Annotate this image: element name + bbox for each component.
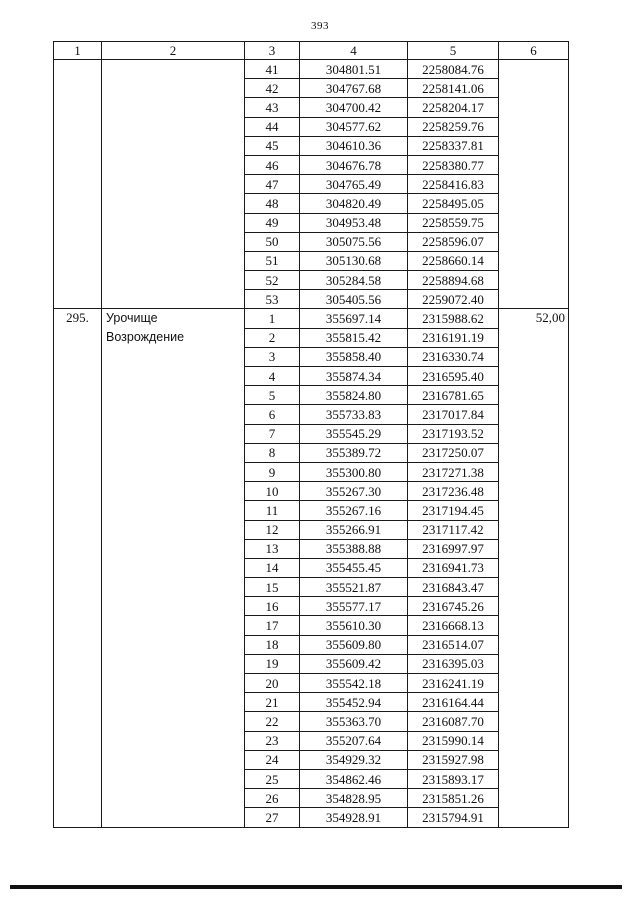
coord-y: 2315794.91 (408, 808, 499, 827)
coord-y: 2317271.38 (408, 462, 499, 481)
coord-y: 2317117.42 (408, 520, 499, 539)
coord-x: 305075.56 (300, 232, 408, 251)
coord-x: 355300.80 (300, 462, 408, 481)
point-number: 4 (245, 367, 300, 386)
coord-x: 355455.45 (300, 558, 408, 577)
coord-x: 304765.49 (300, 175, 408, 194)
coord-y: 2316781.65 (408, 386, 499, 405)
coord-x: 354928.91 (300, 808, 408, 827)
coord-x: 355610.30 (300, 616, 408, 635)
coord-y: 2258204.17 (408, 98, 499, 117)
coord-y: 2258894.68 (408, 271, 499, 290)
coord-x: 304767.68 (300, 79, 408, 98)
coord-x: 304610.36 (300, 136, 408, 155)
point-number: 47 (245, 175, 300, 194)
coord-x: 355545.29 (300, 424, 408, 443)
header-row (54, 42, 569, 60)
coord-x: 355577.17 (300, 597, 408, 616)
coord-y: 2258495.05 (408, 194, 499, 213)
coord-x: 304953.48 (300, 213, 408, 232)
point-number: 43 (245, 98, 300, 117)
coord-x: 355609.42 (300, 654, 408, 673)
point-number: 17 (245, 616, 300, 635)
coord-y: 2258380.77 (408, 155, 499, 174)
point-number: 41 (245, 60, 300, 79)
coord-x: 304676.78 (300, 155, 408, 174)
point-number: 22 (245, 712, 300, 731)
coord-y: 2317236.48 (408, 482, 499, 501)
coord-y: 2316941.73 (408, 558, 499, 577)
coord-y: 2316843.47 (408, 578, 499, 597)
coord-y: 2317194.45 (408, 501, 499, 520)
coord-x: 304820.49 (300, 194, 408, 213)
point-number: 48 (245, 194, 300, 213)
coord-y: 2258141.06 (408, 79, 499, 98)
point-number: 11 (245, 501, 300, 520)
coord-x: 355874.34 (300, 367, 408, 386)
point-number: 16 (245, 597, 300, 616)
point-number: 10 (245, 482, 300, 501)
point-number: 27 (245, 808, 300, 827)
coord-x: 355733.83 (300, 405, 408, 424)
coord-y: 2316395.03 (408, 654, 499, 673)
column-header-1: 1 (54, 42, 102, 60)
coord-x: 355363.70 (300, 712, 408, 731)
coord-x: 355609.80 (300, 635, 408, 654)
point-number: 49 (245, 213, 300, 232)
coord-y: 2316514.07 (408, 635, 499, 654)
coord-y: 2258596.07 (408, 232, 499, 251)
point-number: 23 (245, 731, 300, 750)
point-number: 53 (245, 290, 300, 309)
point-number: 24 (245, 750, 300, 769)
coord-y: 2316745.26 (408, 597, 499, 616)
point-number: 19 (245, 654, 300, 673)
coord-x: 355452.94 (300, 693, 408, 712)
column-header-4: 4 (300, 42, 408, 60)
coord-y: 2315927.98 (408, 750, 499, 769)
point-number: 15 (245, 578, 300, 597)
prev-group-name-cell (102, 60, 245, 309)
coord-x: 354862.46 (300, 769, 408, 788)
coord-y: 2259072.40 (408, 290, 499, 309)
group-name-line1: Урочище (106, 311, 158, 326)
point-number: 18 (245, 635, 300, 654)
point-number: 13 (245, 539, 300, 558)
coord-y: 2316330.74 (408, 347, 499, 366)
point-number: 2 (245, 328, 300, 347)
point-number: 8 (245, 443, 300, 462)
coord-x: 355542.18 (300, 674, 408, 693)
coord-y: 2258259.76 (408, 117, 499, 136)
point-number: 14 (245, 558, 300, 577)
point-number: 44 (245, 117, 300, 136)
group-area: 52,00 (499, 309, 569, 827)
bottom-rule (10, 885, 622, 889)
point-number: 20 (245, 674, 300, 693)
coord-y: 2315893.17 (408, 769, 499, 788)
coord-y: 2316164.44 (408, 693, 499, 712)
prev-group-number-cell (54, 60, 102, 309)
coord-y: 2258559.75 (408, 213, 499, 232)
coord-x: 304801.51 (300, 60, 408, 79)
point-number: 26 (245, 789, 300, 808)
coord-x: 354929.32 (300, 750, 408, 769)
coord-y: 2315990.14 (408, 731, 499, 750)
coord-x: 355267.16 (300, 501, 408, 520)
table-row (54, 309, 569, 328)
coord-y: 2258337.81 (408, 136, 499, 155)
table-row (54, 60, 569, 79)
point-number: 42 (245, 79, 300, 98)
coord-x: 354828.95 (300, 789, 408, 808)
coord-y: 2258416.83 (408, 175, 499, 194)
coord-y: 2316997.97 (408, 539, 499, 558)
coord-y: 2258084.76 (408, 60, 499, 79)
coord-x: 355824.80 (300, 386, 408, 405)
point-number: 6 (245, 405, 300, 424)
table-body (54, 42, 569, 828)
point-number: 7 (245, 424, 300, 443)
point-number: 25 (245, 769, 300, 788)
point-number: 9 (245, 462, 300, 481)
coord-x: 304577.62 (300, 117, 408, 136)
coord-x: 304700.42 (300, 98, 408, 117)
coord-y: 2316241.19 (408, 674, 499, 693)
coord-x: 355266.91 (300, 520, 408, 539)
point-number: 46 (245, 155, 300, 174)
point-number: 5 (245, 386, 300, 405)
point-number: 52 (245, 271, 300, 290)
coord-y: 2258660.14 (408, 251, 499, 270)
point-number: 50 (245, 232, 300, 251)
column-header-5: 5 (408, 42, 499, 60)
coord-x: 305405.56 (300, 290, 408, 309)
coord-x: 355267.30 (300, 482, 408, 501)
coord-x: 355521.87 (300, 578, 408, 597)
coord-x: 305284.58 (300, 271, 408, 290)
coordinates-table (53, 41, 569, 828)
point-number: 21 (245, 693, 300, 712)
coord-y: 2316087.70 (408, 712, 499, 731)
coord-y: 2316191.19 (408, 328, 499, 347)
coord-y: 2316595.40 (408, 367, 499, 386)
group-number: 295. (54, 309, 102, 827)
point-number: 1 (245, 309, 300, 328)
point-number: 45 (245, 136, 300, 155)
column-header-6: 6 (499, 42, 569, 60)
coord-y: 2317250.07 (408, 443, 499, 462)
point-number: 3 (245, 347, 300, 366)
coord-y: 2317193.52 (408, 424, 499, 443)
coord-x: 355389.72 (300, 443, 408, 462)
coord-x: 355388.88 (300, 539, 408, 558)
coord-x: 355858.40 (300, 347, 408, 366)
group-name (102, 309, 245, 827)
coord-y: 2315988.62 (408, 309, 499, 328)
column-header-3: 3 (245, 42, 300, 60)
coord-x: 355697.14 (300, 309, 408, 328)
coord-x: 355207.64 (300, 731, 408, 750)
coord-y: 2316668.13 (408, 616, 499, 635)
prev-group-area-cell (499, 60, 569, 309)
point-number: 51 (245, 251, 300, 270)
point-number: 12 (245, 520, 300, 539)
coord-y: 2315851.26 (408, 789, 499, 808)
coord-x: 305130.68 (300, 251, 408, 270)
coord-x: 355815.42 (300, 328, 408, 347)
page-number: 393 (311, 20, 329, 32)
column-header-2: 2 (102, 42, 245, 60)
group-name-line2: Возрождение (106, 330, 185, 345)
coord-y: 2317017.84 (408, 405, 499, 424)
